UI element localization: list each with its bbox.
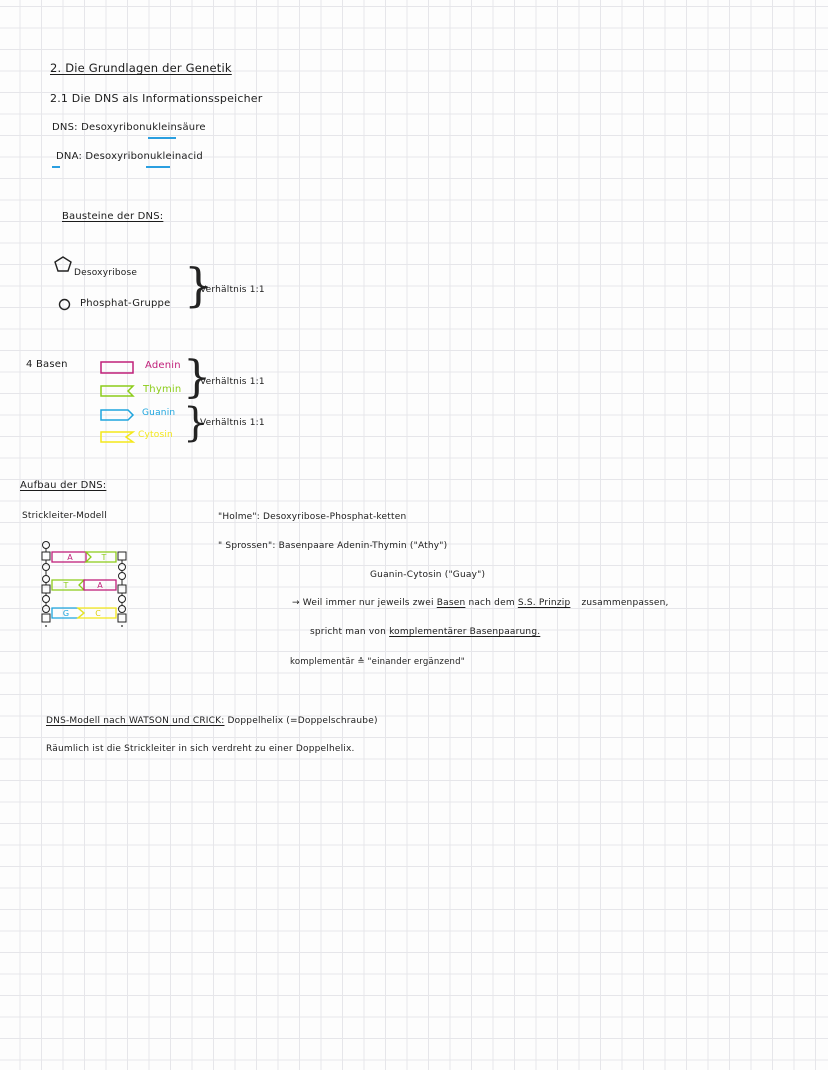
reason-prinzip: S.S. Prinzip (517, 598, 571, 608)
reason-mid: nach dem (468, 598, 515, 608)
guanin-label: Guanin (142, 408, 176, 418)
chapter-title: 2. Die Grundlagen der Genetik (50, 61, 232, 75)
reason-line (292, 598, 669, 608)
ratio-adenin-thymin: Verhältnis 1:1 (200, 377, 265, 387)
strickleiter-model-label: Strickleiter-Modell (22, 511, 107, 521)
highlight-underline (146, 166, 170, 168)
curly-brace-icon: } (184, 258, 214, 312)
ladder-letter: T (101, 553, 107, 562)
gc-pair-line: Guanin-Cytosin ("Guay") (370, 570, 486, 580)
ladder-letter: G (62, 609, 70, 618)
bausteine-ratio: Verhältnis 1:1 (200, 285, 265, 295)
ladder-letter: A (97, 581, 103, 590)
dns-definition (52, 122, 206, 133)
dns-definition-text: DNS: Desoxyribonukleinsäure (52, 122, 206, 133)
pentagon-icon (54, 256, 72, 272)
ratio-guanin-cytosin: Verhältnis 1:1 (200, 418, 265, 428)
adenin-label: Adenin (145, 360, 181, 371)
aufbau-title: Aufbau der DNS: (20, 480, 107, 491)
ladder-diagram (38, 538, 138, 628)
reason-basen: Basen (436, 598, 466, 608)
guanin-shape-icon (101, 410, 133, 420)
watson-rest: Doppelhelix (=Doppelschraube) (227, 716, 378, 726)
cytosin-shape-icon (101, 432, 133, 442)
watson-title: DNS-Modell nach WATSON und CRICK: (46, 716, 225, 726)
cytosin-label: Cytosin (138, 430, 173, 440)
komplementaer-phrase: komplementärer Basenpaarung. (389, 627, 541, 637)
curly-brace-icon: } (183, 400, 209, 446)
basen-label: 4 Basen (26, 359, 68, 370)
watson-line (46, 716, 378, 726)
watson-line-2: Räumlich ist die Strickleiter in sich verdreht zu einer Doppelhelix. (46, 744, 355, 754)
bausteine-title: Bausteine der DNS: (62, 211, 164, 222)
sprossen-line: " Sprossen": Basenpaare Adenin-Thymin ("Athy") (218, 541, 448, 551)
base-shapes (100, 360, 136, 444)
highlight-underline (52, 166, 60, 168)
ladder-letter: T (63, 581, 69, 590)
reason-end: zusammenpassen, (581, 598, 669, 608)
curly-brace-icon: } (183, 352, 211, 403)
adenin-shape-icon (101, 362, 133, 373)
holme-line: "Holme": Desoxyribose-Phosphat-ketten (218, 512, 407, 522)
thymin-label: Thymin (143, 384, 182, 395)
highlight-underline (148, 137, 176, 139)
circle-icon (58, 298, 71, 311)
spricht-line (310, 627, 540, 637)
reason-start: → Weil immer nur jeweils zwei (292, 598, 434, 608)
ladder-letter: A (67, 553, 73, 562)
desoxyribose-label: Desoxyribose (74, 268, 138, 278)
komplementaer-definition: komplementär ≙ "einander ergänzend" (290, 657, 465, 667)
ladder-letter: C (95, 609, 101, 618)
phosphat-label: Phosphat-Gruppe (80, 298, 171, 309)
thymin-shape-icon (101, 386, 133, 396)
dna-definition (56, 151, 203, 162)
section-title: 2.1 Die DNS als Informationsspeicher (50, 92, 263, 105)
dna-definition-text: DNA: Desoxyribonukleinacid (56, 151, 203, 162)
spricht-text: spricht man von (310, 627, 387, 637)
